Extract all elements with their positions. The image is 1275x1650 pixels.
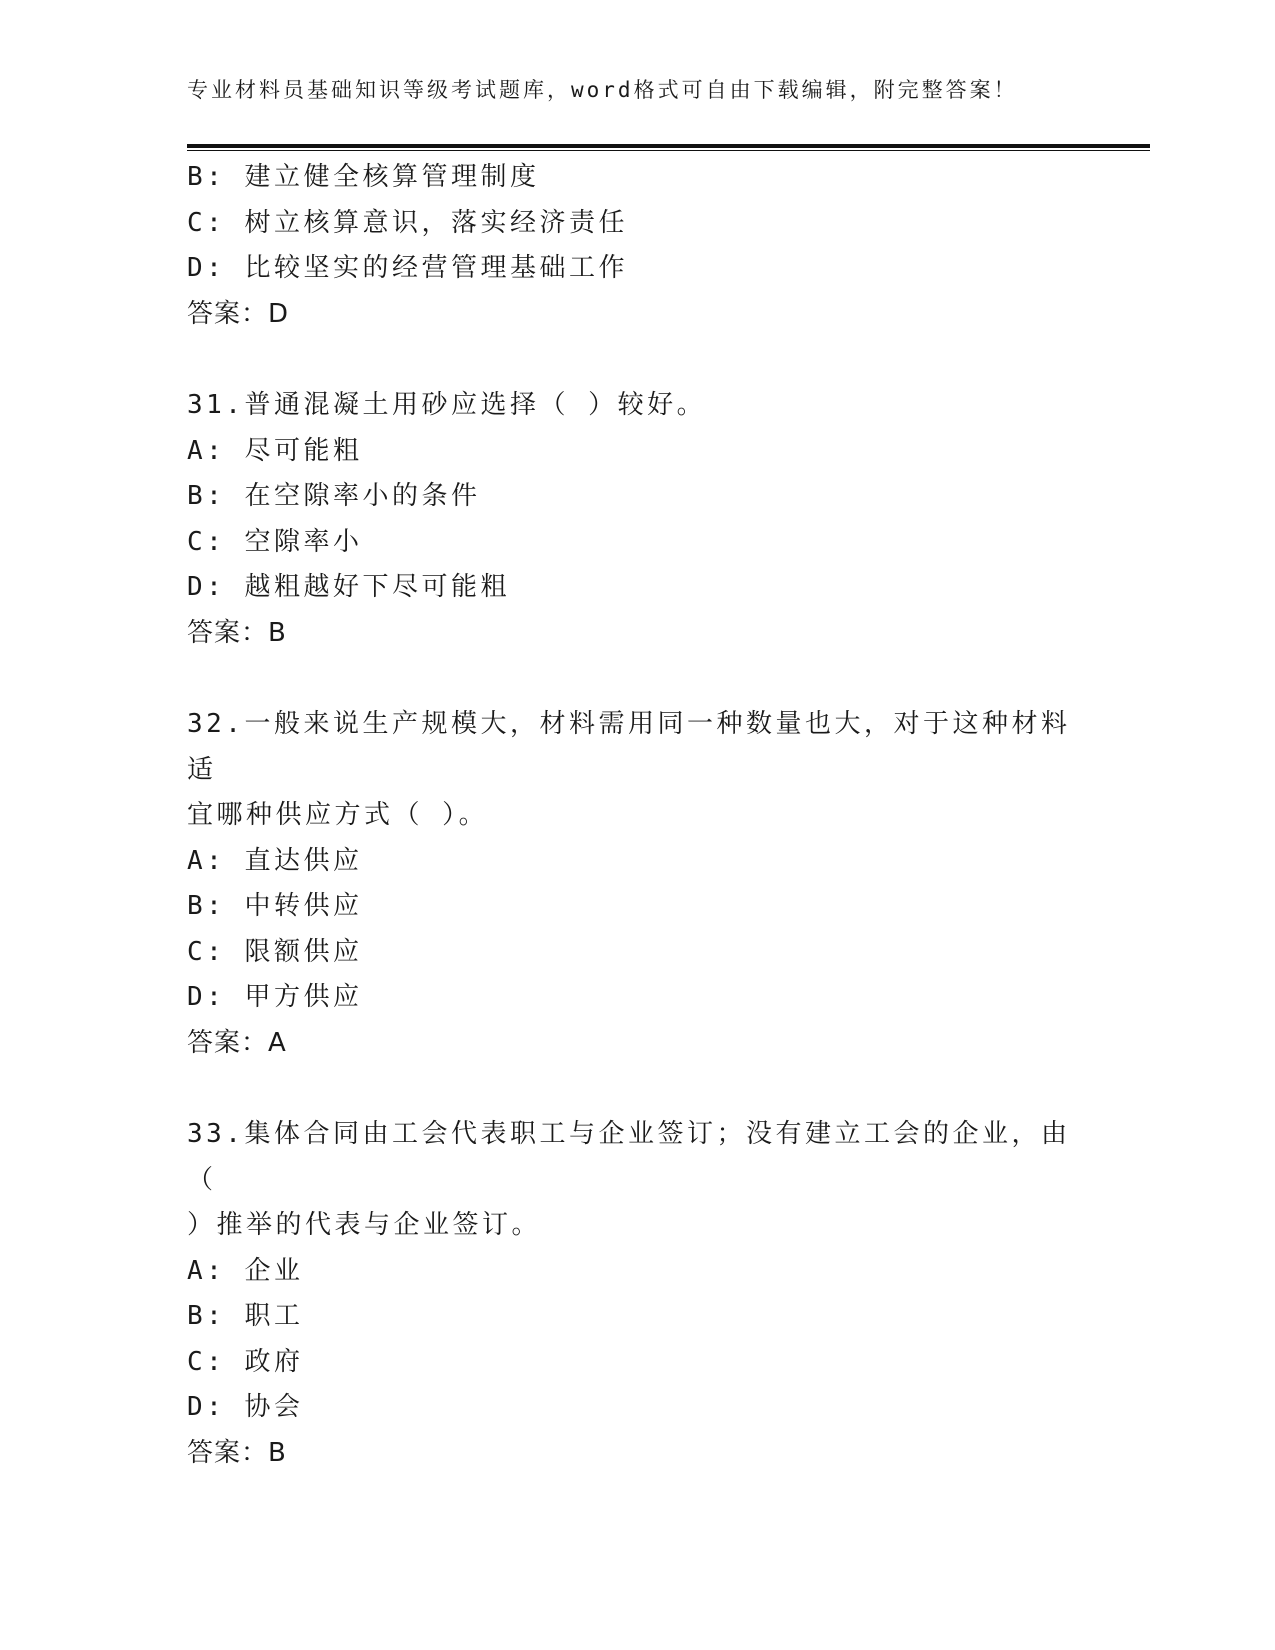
option-c: C: 限额供应 [187,936,363,967]
header-rule-thin [187,150,1150,151]
option-c: C: 空隙率小 [187,526,363,557]
document-body [187,155,1087,1476]
question-text-line-2: 宜哪种供应方式（ ）。 [187,800,489,830]
option-b: B: 职工 [187,1301,304,1331]
option-d: D: 比较坚实的经营管理基础工作 [187,253,628,283]
option-b: B: 在空隙率小的条件 [187,481,481,511]
option-d: D: 越粗越好下尽可能粗 [187,572,510,602]
option-c: C: 政府 [187,1346,304,1377]
question-text-line-1: 32.一般来说生产规模大，材料需用同一种数量也大，对于这种材料适 [187,709,1071,785]
question-text-line-2: ）推举的代表与企业签订。 [187,1210,542,1240]
answer: 答案：B [187,617,287,648]
spacer [187,1066,1087,1112]
option-a: A: 企业 [187,1255,304,1286]
question-block-continued [187,155,1087,337]
spacer [187,337,1087,383]
question-33 [187,1112,1087,1476]
option-a: A: 尽可能粗 [187,435,363,466]
option-c: C: 树立核算意识，落实经济责任 [187,207,628,238]
option-b: B: 建立健全核算管理制度 [187,162,540,192]
option-d: D: 甲方供应 [187,982,363,1012]
question-32 [187,702,1087,1066]
question-text-line-1: 33.集体合同由工会代表职工与企业签订；没有建立工会的企业，由（ [187,1119,1071,1195]
option-d: D: 协会 [187,1392,304,1422]
header-rule-thick [187,144,1150,148]
answer: 答案：A [187,1027,287,1058]
answer: 答案：D [187,298,290,329]
option-b: B: 中转供应 [187,891,363,921]
question-31 [187,383,1087,656]
spacer [187,656,1087,702]
page-header-title: 专业材料员基础知识等级考试题库，word格式可自由下载编辑，附完整答案！ [187,78,1018,102]
option-a: A: 直达供应 [187,845,363,876]
question-text: 31.普通混凝土用砂应选择（ ）较好。 [187,390,707,420]
answer: 答案：B [187,1437,287,1468]
